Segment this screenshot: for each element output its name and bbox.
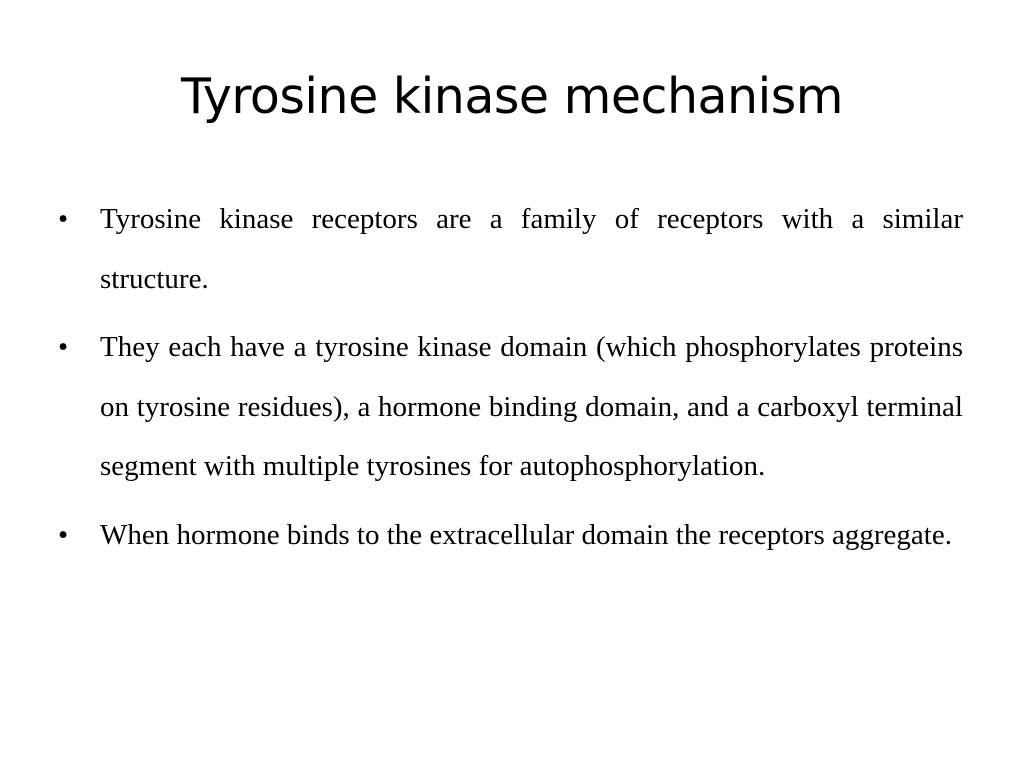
slide-title: Tyrosine kinase mechanism (181, 68, 843, 125)
bullet-marker: • (58, 518, 69, 551)
bullet-marker: • (58, 203, 69, 235)
bullet-item (58, 190, 963, 309)
bullet-marker: • (58, 331, 69, 363)
bullet-text: When hormone binds to the extracellular domain the receptors aggregate. (100, 518, 952, 551)
bullet-item (58, 318, 963, 497)
bullet-item (58, 506, 963, 566)
bullet-text: Tyrosine kinase receptors are a family of receptors with a similar structure. (100, 203, 963, 295)
bullet-text: They each have a tyrosine kinase domain (which phosphorylates proteins on tyrosine residues), a hormone binding domain, and a carboxyl terminal segment with multiple tyrosines for autophosphorylation. (100, 331, 963, 482)
bullet-list (58, 190, 963, 574)
